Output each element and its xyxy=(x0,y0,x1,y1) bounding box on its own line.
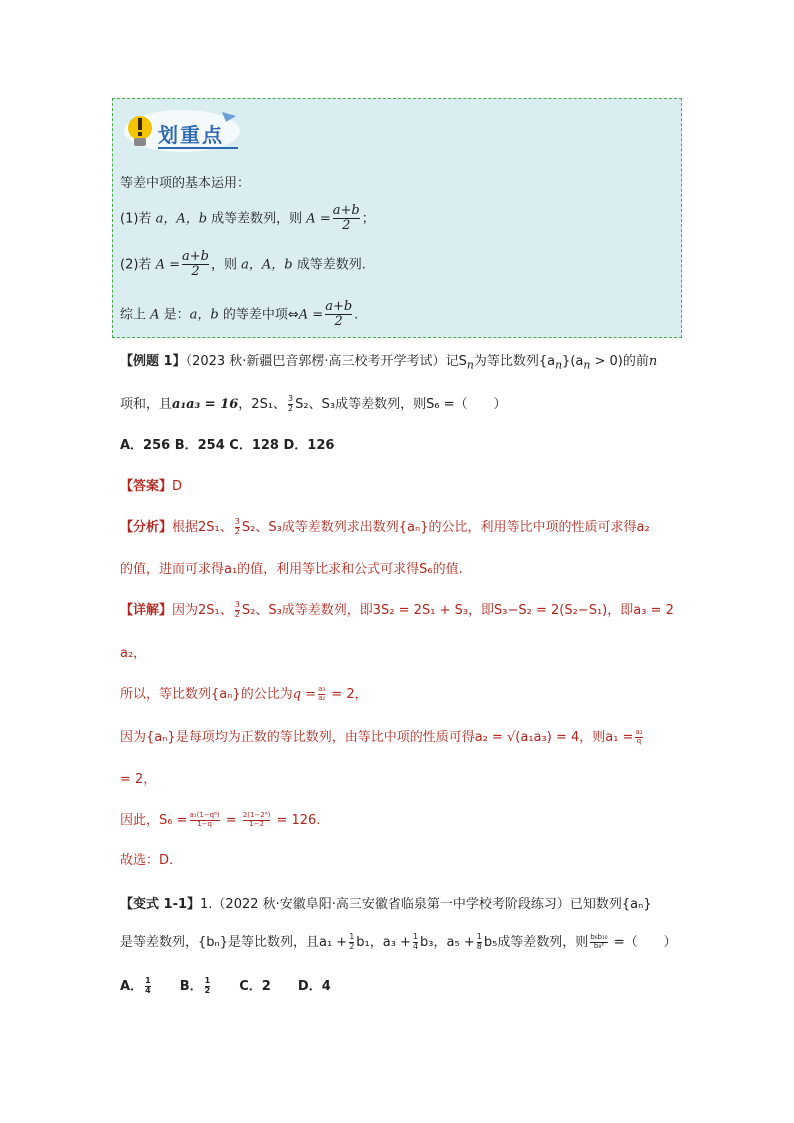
variant-1-1-stem-line-1: 【变式 1-1】1.（2022 秋·安徽阜阳·高三安徽省临泉第一中学校考阶段练习）已知数列{aₙ} xyxy=(120,897,652,912)
key-point-title: 等差中项的基本运用： xyxy=(120,176,251,191)
example-1-stem-line-2: 项和，且a₁a₃ = 16，2S₁、 $\frac{3}{2}$ S₂、S₃成等差数列，则S₆ =（ ） xyxy=(120,394,507,413)
variant-1-1-stem-line-2: 是等差数列，{bₙ}是等比数列，且a₁ + $\frac{1}{2}$ b₁，a₃ + $\frac{1}{4}$ b₃，a₅ + $\frac{1}{8}$ b₅成等差数列，则 $\frac{\text{b₆b₁₀}}{\text{b₈²}}$ =（ ） xyxy=(120,932,677,951)
example-1-detail-line-6: 因此，S₆ = $\frac{\text{a₁(1−q⁶)}}{1-q}$ = $\frac{\text{2(1−2⁶)}}{1-2}$ = 126. xyxy=(120,811,321,828)
example-1-analysis-line-1: 【分析】根据2S₁、 $\frac{3}{2}$ S₂、S₃成等差数列求出数列{aₙ}的公比，利用等比中项的性质可求得a₂ xyxy=(120,517,650,536)
logo-underline xyxy=(158,147,238,149)
example-1-conclusion: 故选：D. xyxy=(120,853,174,868)
example-1-options: A．256 B．254 C．128 D．126 xyxy=(120,438,335,453)
example-1-answer: 【答案】D xyxy=(120,479,183,494)
example-1-detail-line-1: 【详解】因为2S₁、 $\frac{3}{2}$ S₂、S₃成等差数列，即3S₂ = 2S₁ + S₃，即S₃−S₂ = 2(S₂−S₁)，即a₃ = 2 xyxy=(120,600,674,619)
variant-1-1-options: A． $\frac{1}{4}$ B． $\frac{1}{2}$ C．2 D．4 xyxy=(120,976,331,995)
key-point-summary: 综上 A 是：a，b 的等差中项⇔A = $\frac{a+b}{2}$ . xyxy=(120,299,359,330)
example-1-detail-line-4: 因为{aₙ}是每项均为正数的等比数列，由等比中项的性质可得a₂ = √(a₁a₃) = 4，则a₁ = $\frac{\text{a₂}}{q}$ xyxy=(120,728,643,745)
example-1-detail-line-5: = 2， xyxy=(120,772,157,787)
logo-text: 划重点 xyxy=(158,123,224,147)
example-1-detail-line-3: 所以，等比数列{aₙ}的公比为q = $\frac{\text{a₃}}{\text{a₂}}$ = 2， xyxy=(120,685,368,702)
example-1-stem-line-1: 【例题 1】（2023 秋·新疆巴音郭楞·高三校考开学考试）记$S_n$为等比数列$\{a_n\}(a_n > 0)$的前n xyxy=(120,354,658,372)
key-point-item-1: (1)若 a，A，b 成等差数列，则 A = $\frac{a+b}{2}$ ； xyxy=(120,203,375,234)
example-1-analysis-line-2: 的值，进而可求得a₁的值，利用等比求和公式可求得S₆的值. xyxy=(120,562,463,577)
example-1-detail-line-2: a₂， xyxy=(120,646,147,661)
key-point-item-2: (2)若 A = $\frac{a+b}{2}$ ，则 a，A，b 成等差数列. xyxy=(120,249,366,280)
